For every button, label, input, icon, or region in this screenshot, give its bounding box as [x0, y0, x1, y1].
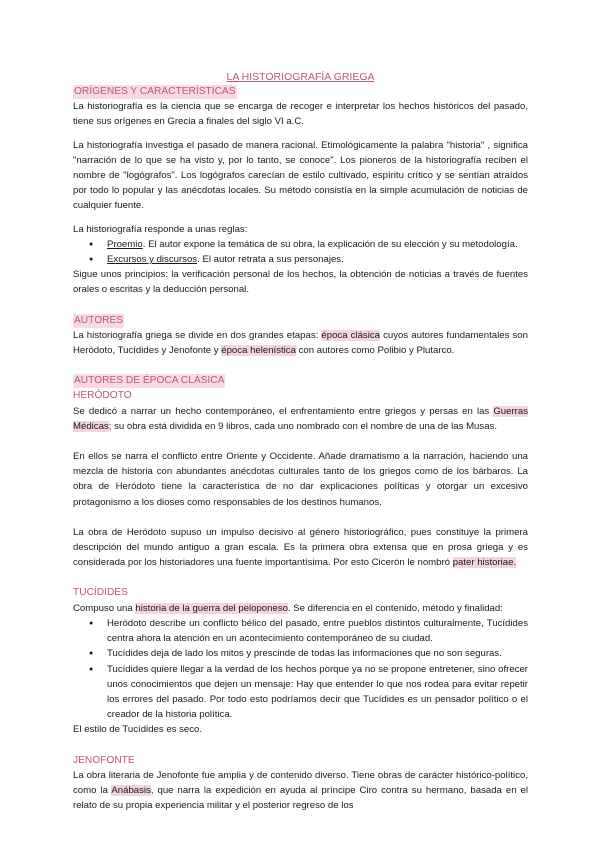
- list-item-tucidides-3: ● Tucídides quiere llegar a la verdad de los hechos porque ya no se propone entretener, sino ofrecer unos conocimientos que dejen un mensaje: Hay que entender lo que nos rodea para evitar repetir los errores del pasado. Por todo esto podríamos decir que Tucídides es un pensador político o el creador de la historia política.: [107, 662, 528, 723]
- paragraph-herodoto-1: Se dedicó a narrar un hecho contemporáneo, el enfrentamiento entre griegos y persas en las Guerras Médicas; su obra está dividida en 9 libros, cada uno nombrado con el nombre de una de las Musas.: [73, 405, 528, 432]
- paragraph-logografos: La historiografía investiga el pasado de manera racional. Etimológicamente la palabra "historia" , significa "narración de lo que se ha visto y, por lo tanto, se conoce". Los pioneros de la historiografía reciben el nombre de "logógrafos". Los logógrafos carecían de estilo cultivado, espíritu crítico y se sentían atraídos por todo lo popular y las anécdotas locales. Su método consistía en la simple acumulación de noticias de cualquier fuente.: [73, 139, 528, 212]
- highlight-epoca-helenistica: época helenística: [221, 345, 296, 357]
- list-item-tucidides-1: ● Heródoto describe un conflicto bélico del pasado, entre pueblos distintos culturalmente, Tucídides centra ahora la atención en un acontecimiento contemporáneo de su ciudad.: [107, 616, 528, 646]
- list-item-tucidides-2: ● Tucídides deja de lado los mitos y prescinde de todas las informaciones que no son seguras.: [107, 646, 528, 661]
- list-item-excursos: ● Excursos y discursos. El autor retrata a sus personajes.: [107, 252, 528, 267]
- subheading-herodoto: HERÓDOTO: [73, 390, 132, 402]
- paragraph-herodoto-2: En ellos se narra el conflicto entre Oriente y Occidente. Añade dramatismo a la narración, haciendo una mezcla de historia con abundantes anécdotas culturales tanto de los griegos como de los bárbaros. La obra de Heródoto tiene la característica de no dar explicaciones políticas y otorgar un excesivo protagonismo a los dioses como responsables de los destinos humanos.: [73, 451, 528, 508]
- section-heading-autores: AUTORES: [74, 314, 124, 326]
- paragraph-jenofonte: La obra literaria de Jenofonte fue amplia y de contenido diverso. Tiene obras de carácter histórico-político, como la Anábasis, que narra la expedición en ayuda al príncipe Ciro contra su hermano, basada en el relato de su propia experiencia militar y el posterior regreso de los: [73, 769, 528, 812]
- highlight-epoca-clasica: época clásica: [321, 329, 380, 341]
- paragraph-definition: La historiografía es la ciencia que se encarga de recoger e interpretar los hechos históricos del pasado, tiene sus orígenes en Grecia a finales del siglo VI a.C.: [73, 101, 528, 128]
- term-proemio: Proemio: [107, 238, 143, 250]
- subheading-tucidides: TUCÍDIDES: [73, 587, 128, 599]
- highlight-anabasis: Anábasis: [111, 784, 151, 796]
- paragraph-rules-intro: La historiografía responde a unas reglas:: [73, 223, 248, 235]
- tucidides-list: [73, 616, 528, 722]
- document-content: [73, 70, 528, 813]
- paragraph-etapas: La historiografía griega se divide en dos grandes etapas: época clásica cuyos autores fundamentales son Heródoto, Tucídides y Jenofonte y época helenística con autores como Polibio y Plutarco.: [73, 329, 528, 357]
- paragraph-principles: Sigue unos principios: la verificación personal de los hechos, la obtención de noticias a través de fuentes orales o escritas y la deducción personal.: [73, 269, 528, 296]
- subheading-jenofonte: JENOFONTE: [73, 754, 135, 766]
- section-heading-origenes: ORÍGENES Y CARACTERÍSTICAS: [74, 86, 236, 97]
- highlight-guerras-medicas: Guerras Médicas: [73, 405, 528, 432]
- list-item-proemio: ● Proemio. El autor expone la temática de su obra, la explicación de su elección y su metodología.: [107, 237, 528, 252]
- rules-list: [73, 237, 528, 267]
- paragraph-tucidides-estilo: El estilo de Tucídides es seco.: [73, 724, 203, 736]
- paragraph-herodoto-3: La obra de Heródoto supuso un impulso decisivo al género historiográfico, pues constituye la primera descripción del mundo antiguo a gran escala. Es la primera obra extensa que en prosa griega y es considerada por los historiadores una fuente importantísima. Por esto Cicerón le nombró pater historiae.: [73, 526, 528, 569]
- document-title: LA HISTORIOGRAFÍA GRIEGA: [226, 71, 375, 83]
- paragraph-tucidides-intro: Compuso una historia de la guerra del peloponeso. Se diferencia en el contenido, método y finalidad:: [73, 602, 503, 614]
- highlight-pater-historiae: pater historiae.: [452, 557, 517, 569]
- highlight-guerra-peloponeso: historia de la guerra del peloponeso: [135, 602, 288, 614]
- term-excursos: Excursos y discursos: [107, 254, 198, 266]
- section-heading-epoca-clasica: AUTORES DE ÉPOCA CLÁSICA: [74, 375, 225, 387]
